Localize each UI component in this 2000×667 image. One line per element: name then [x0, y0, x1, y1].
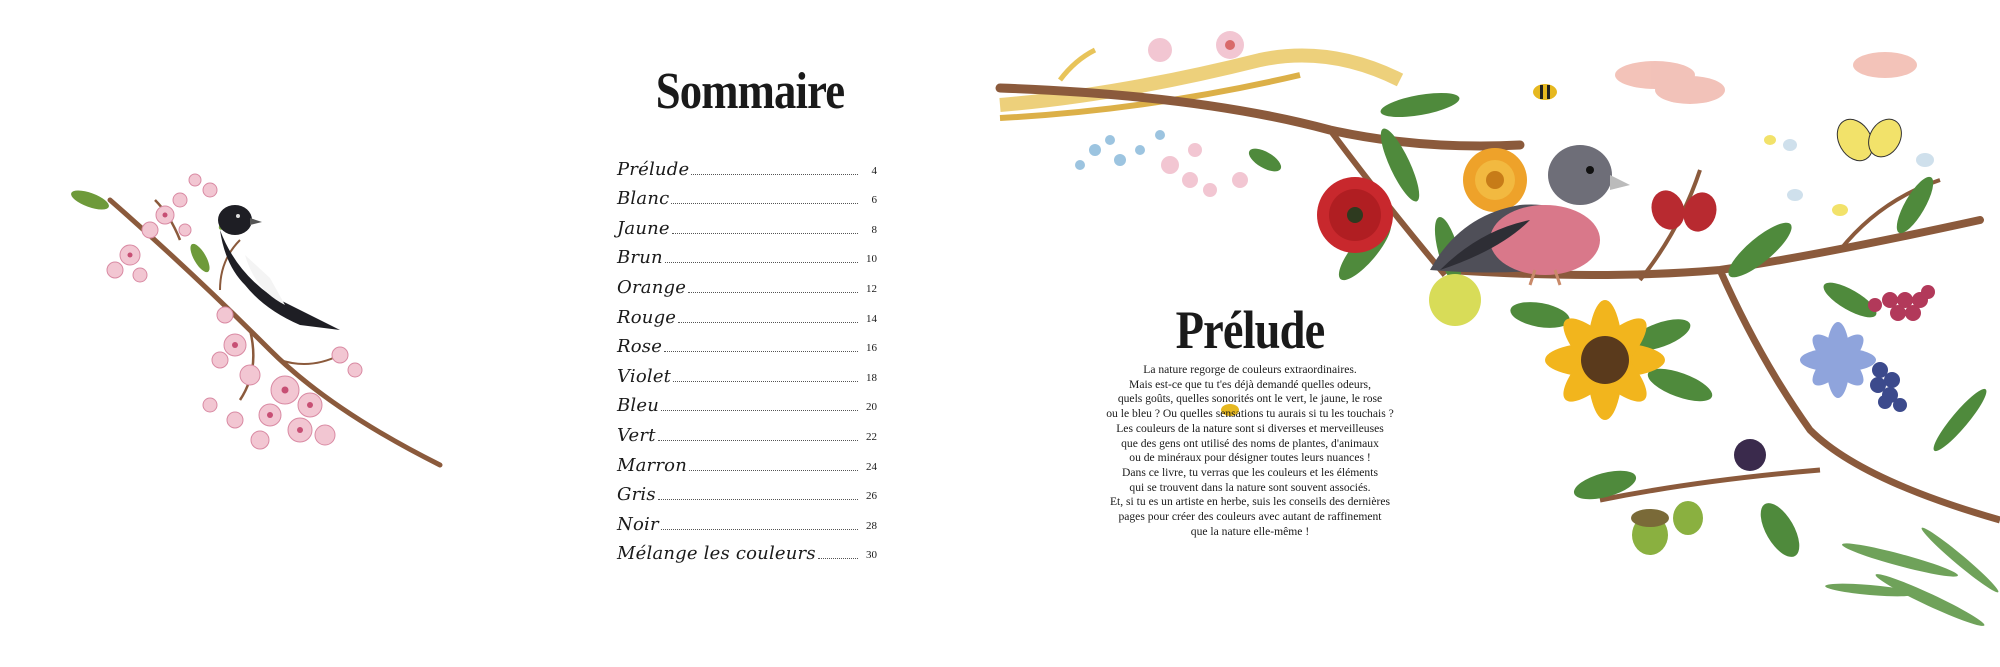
prelude-line: Et, si tu es un artiste en herbe, suis les conseils des dernières — [1109, 495, 1391, 509]
toc-entry[interactable] — [617, 298, 877, 328]
toc-leader-dots — [689, 469, 858, 471]
cherry-blossom-bird-illustration — [70, 160, 450, 490]
toc-entry-label: Rose — [617, 336, 663, 358]
toc-entry-page: 4 — [871, 164, 877, 177]
toc-entry[interactable] — [617, 505, 877, 535]
toc-entry[interactable] — [617, 328, 877, 358]
toc-entry[interactable] — [617, 387, 877, 417]
toc-entry-label: Gris — [617, 484, 656, 506]
prelude-line: Les couleurs de la nature sont si diverses et merveilleuses — [1116, 421, 1384, 435]
prelude-line: ou de minéraux pour désigner toutes leurs nuances ! — [1129, 451, 1371, 465]
toc-entry-label: Noir — [617, 513, 659, 535]
toc-entry-page: 12 — [866, 282, 877, 295]
prelude-text — [1090, 363, 1410, 539]
toc-entry-label: Violet — [617, 365, 672, 387]
toc-entry-page: 14 — [866, 312, 877, 325]
prelude-title: Prélude — [1175, 300, 1325, 360]
toc-leader-dots — [672, 232, 858, 234]
toc-entry-label: Prélude — [617, 158, 690, 180]
toc-leader-dots — [678, 321, 858, 323]
toc-leader-dots — [658, 498, 858, 500]
prelude-line: La nature regorge de couleurs extraordinaires. — [1143, 363, 1357, 376]
toc-leader-dots — [673, 380, 858, 382]
toc-entry-label: Jaune — [617, 217, 670, 239]
toc-entry[interactable] — [617, 357, 877, 387]
toc-entry-label: Marron — [617, 454, 688, 476]
toc-leader-dots — [658, 439, 858, 441]
toc-entry[interactable] — [617, 268, 877, 298]
toc-leader-dots — [671, 202, 858, 204]
botanical-nature-illustration — [1000, 0, 2000, 667]
toc-leader-dots — [661, 409, 858, 411]
toc-leader-dots — [661, 528, 858, 530]
toc-entry-page: 24 — [866, 460, 877, 473]
toc-leader-dots — [664, 350, 858, 352]
prelude-line: que des gens ont utilisé des noms de plantes, d'animaux — [1121, 436, 1379, 450]
prelude-line: que la nature elle-même ! — [1190, 524, 1310, 538]
toc-entry-page: 28 — [866, 519, 877, 532]
toc-entry[interactable] — [617, 239, 877, 269]
toc-entry-label: Orange — [617, 276, 687, 298]
toc-title: Sommaire — [655, 63, 845, 120]
toc-entry-page: 10 — [866, 253, 877, 266]
toc-entry-label: Brun — [617, 247, 663, 269]
right-page — [1000, 0, 2000, 667]
toc-entry-page: 30 — [866, 549, 877, 562]
prelude-line: Dans ce livre, tu verras que les couleurs et les éléments — [1122, 465, 1378, 479]
toc-entry-page: 20 — [866, 401, 877, 414]
toc-entry[interactable] — [617, 150, 877, 180]
toc-entry-page: 18 — [866, 371, 877, 384]
toc-entry-page: 8 — [871, 223, 877, 236]
toc-entry-label: Mélange les couleurs — [617, 543, 816, 565]
toc-entry-label: Blanc — [617, 188, 670, 210]
toc-entry-page: 22 — [866, 430, 877, 443]
toc-entry-page: 26 — [866, 490, 877, 503]
toc-entry[interactable] — [617, 416, 877, 446]
toc-entry[interactable] — [617, 446, 877, 476]
toc-entry-page: 16 — [866, 342, 877, 355]
toc-entry-label: Bleu — [617, 395, 660, 417]
table-of-contents — [617, 150, 877, 564]
toc-leader-dots — [688, 291, 858, 293]
prelude-line: ou le bleu ? Ou quelles sensations tu aurais si tu les touchais ? — [1106, 407, 1394, 421]
toc-entry[interactable] — [617, 209, 877, 239]
prelude-line: Mais est-ce que tu t'es déjà demandé quelles odeurs, — [1129, 377, 1371, 391]
toc-entry-label: Rouge — [617, 306, 677, 328]
toc-leader-dots — [665, 261, 858, 263]
toc-entry-label: Vert — [617, 424, 656, 446]
toc-entry-page: 6 — [871, 194, 877, 207]
toc-entry[interactable] — [617, 180, 877, 210]
prelude-line: quels goûts, quelles sonorités ont le vert, le jaune, le rose — [1117, 392, 1383, 406]
prelude-line: qui se trouvent dans la nature sont souvent associés. — [1129, 480, 1371, 494]
toc-leader-dots — [691, 173, 858, 175]
toc-leader-dots — [818, 557, 858, 559]
toc-entry[interactable] — [617, 476, 877, 506]
prelude-line: pages pour créer des couleurs avec autant de raffinement — [1118, 510, 1382, 524]
toc-entry[interactable] — [617, 535, 877, 565]
